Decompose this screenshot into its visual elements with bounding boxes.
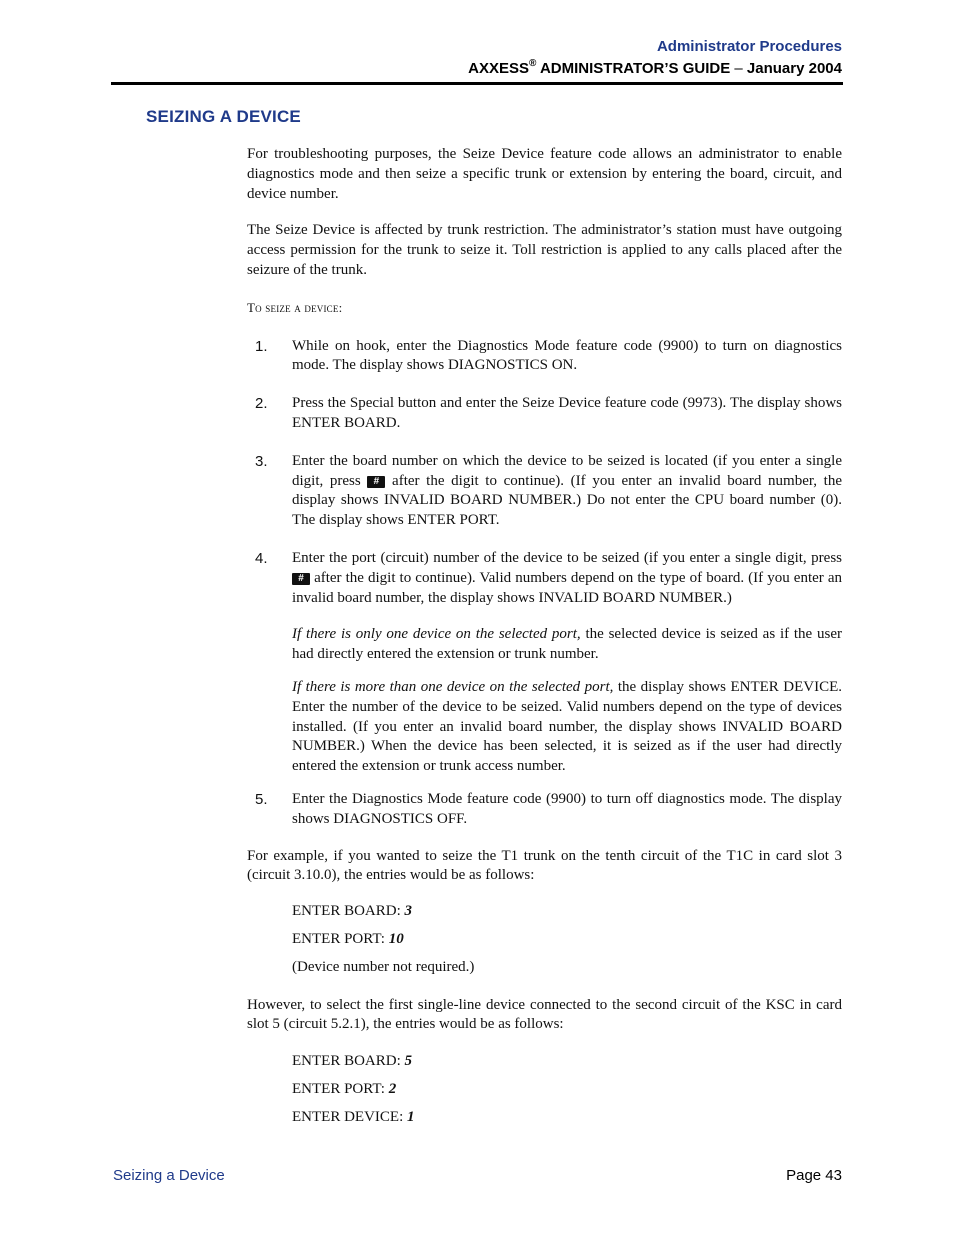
header-rule bbox=[111, 82, 843, 85]
entry-board bbox=[292, 1052, 842, 1072]
registered-mark: ® bbox=[528, 58, 537, 69]
entry-value: 10 bbox=[388, 930, 404, 947]
step-text-after: after the digit to continue). (If you enter an invalid board number, the display shows INVALID BOARD NUMBER.) Do not enter the CPU board number (0). The display shows ENTER PORT. bbox=[292, 472, 842, 529]
procedure-heading: To seize a device: bbox=[247, 299, 343, 315]
entry-label: ENTER PORT: bbox=[292, 930, 389, 947]
case-text: the display shows ENTER DEVICE. Enter the number of the device to be seized. Valid numbers depend on the type of devices installed. (If you enter an invalid board number, the display shows INVALID BOARD NUMBER.) When the device has been selected, it is seized as if the user had directly entered the extension or trunk access number. bbox=[292, 678, 842, 775]
guide-date: January 2004 bbox=[742, 60, 842, 77]
example-1-entries bbox=[247, 902, 842, 977]
guide-dash: – bbox=[734, 60, 743, 77]
entry-label: ENTER PORT: bbox=[292, 1080, 389, 1097]
pound-key-icon: # bbox=[367, 476, 385, 488]
entry-value: 1 bbox=[406, 1108, 415, 1125]
guide-prefix: AXXESS bbox=[468, 60, 529, 77]
step-2 bbox=[247, 394, 842, 434]
footer-page-number: Page 43 bbox=[786, 1167, 842, 1184]
example-1-paragraph: For example, if you wanted to seize the T1 trunk on the tenth circuit of the T1C in card slot 3 (circuit 3.10.0), the entries would be as follows: bbox=[247, 847, 842, 884]
entry-note: (Device number not required.) bbox=[292, 958, 475, 975]
step-text: Enter the Diagnostics Mode feature code (9900) to turn off diagnostics mode. The display shows DIAGNOSTICS OFF. bbox=[292, 790, 842, 827]
step-3 bbox=[247, 452, 842, 531]
step-text-before: Enter the board number on which the device to be seized is located (if you enter a single digit, press bbox=[292, 452, 842, 489]
intro-paragraph-1: For troubleshooting purposes, the Seize Device feature code allows an administrator to enable diagnostics mode and then seize a specific trunk or extension by entering the board, circuit, and device number. bbox=[247, 146, 842, 202]
case-lead: If there is more than one device on the selected port, bbox=[292, 678, 614, 695]
body-text bbox=[247, 145, 842, 1127]
entry-label: ENTER BOARD: bbox=[292, 1053, 405, 1070]
step-1 bbox=[247, 337, 842, 377]
entry-value: 2 bbox=[388, 1080, 397, 1097]
entry-value: 5 bbox=[404, 1053, 412, 1070]
entry-label: ENTER BOARD: bbox=[292, 903, 405, 920]
step-4 bbox=[247, 549, 842, 777]
entry-device bbox=[292, 1108, 842, 1128]
example-2-entries bbox=[247, 1052, 842, 1127]
step-number: 3. bbox=[255, 452, 268, 470]
step-4-case-multiple-devices bbox=[292, 678, 842, 777]
entry-board bbox=[292, 902, 842, 922]
entry-port bbox=[292, 930, 842, 950]
procedure-steps bbox=[247, 337, 842, 830]
step-5 bbox=[247, 790, 842, 830]
footer-section-name: Seizing a Device bbox=[113, 1167, 225, 1184]
step-number: 2. bbox=[255, 395, 268, 413]
pound-key-icon: # bbox=[292, 573, 310, 585]
example-2-paragraph: However, to select the first single-line device connected to the second circuit of the KSC in card slot 5 (circuit 5.2.1), the entries would be as follows: bbox=[247, 996, 842, 1033]
section-title: SEIZING A DEVICE bbox=[146, 107, 301, 126]
case-lead: If there is only one device on the selected port, bbox=[292, 626, 581, 643]
step-text-after: after the digit to continue). Valid numbers depend on the type of board. (If you enter an invalid board number, the display shows INVALID BOARD NUMBER.) bbox=[292, 569, 842, 606]
entry-value: 3 bbox=[404, 903, 412, 920]
entry-port bbox=[292, 1080, 842, 1100]
step-4-case-one-device bbox=[292, 625, 842, 665]
header-section-name: Administrator Procedures bbox=[656, 38, 842, 55]
step-number: 4. bbox=[255, 549, 268, 567]
case-text: the selected device is seized as if the user had directly entered the extension or trunk number. bbox=[292, 626, 842, 663]
intro-paragraph-2: The Seize Device is affected by trunk restriction. The administrator’s station must have outgoing access permission for the trunk to seize it. Toll restriction is applied to any calls placed after the seizure of the trunk. bbox=[247, 222, 842, 278]
header-guide-title bbox=[468, 60, 842, 77]
entry-label: ENTER DEVICE: bbox=[292, 1108, 407, 1125]
step-number: 1. bbox=[255, 337, 268, 355]
guide-title: ADMINISTRATOR’S GUIDE bbox=[536, 60, 735, 77]
step-text: Press the Special button and enter the Seize Device feature code (9973). The display shows ENTER BOARD. bbox=[292, 395, 842, 431]
step-number: 5. bbox=[255, 790, 268, 808]
step-text: While on hook, enter the Diagnostics Mode feature code (9900) to turn on diagnostics mode. The display shows DIAGNOSTICS ON. bbox=[292, 337, 842, 374]
step-text-before: Enter the port (circuit) number of the device to be seized (if you enter a single digit, press bbox=[292, 549, 842, 566]
